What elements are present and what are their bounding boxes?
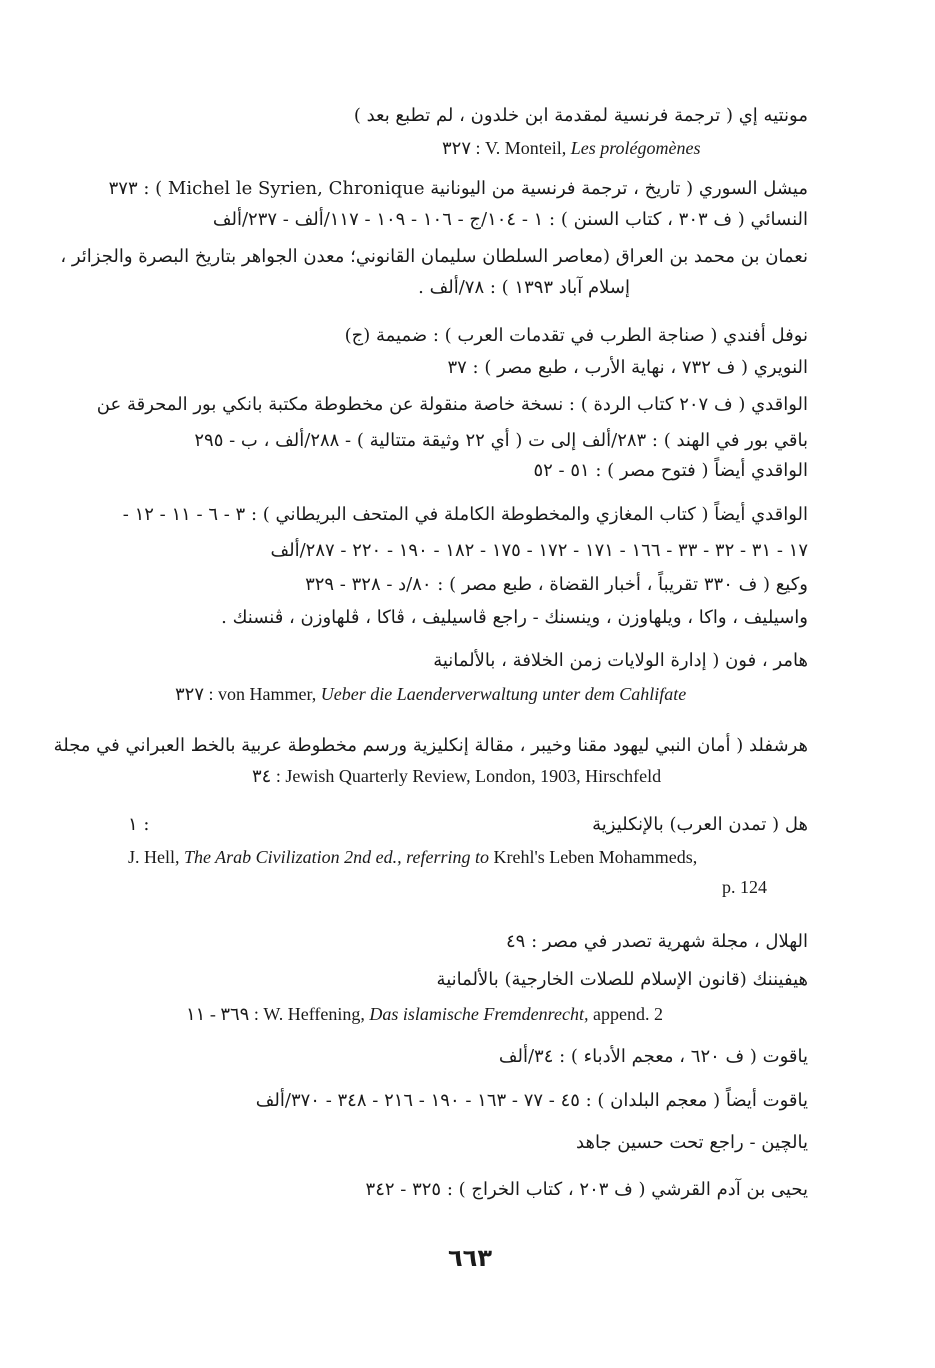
ref-page: ٣٤ : — [252, 766, 286, 786]
entry-nuwayri: النويري ( ف ٧٣٢ ، نهاية الأرب ، طبع مصر ) : ٣٧ — [447, 357, 808, 378]
entry-waki: وكيع ( ف ٣٣٠ تقريباً ، أخبار القضاة ، طبع مصر ) : ٨٠/د - ٣٢٨ - ٣٢٩ — [305, 574, 808, 595]
entry-yaqut-2: ياقوت أيضاً ( معجم البلدان ) : ٤٥ - ٧٧ - ١٦٣ - ١٩٠ - ٢١٦ - ٣٤٨ - ٣٧٠/ألف — [255, 1090, 808, 1111]
entry-monteil-ref — [442, 135, 701, 161]
ref-author: W. Heffening, — [263, 1004, 370, 1024]
entry-hirschfeld: هرشفلد ( أمان النبي ليهود مقنا وخيبر ، مقالة إنكليزية ورسم مخطوطة عربية بالخط العبراني في مجلة — [53, 735, 808, 756]
entry-numan: نعمان بن محمد بن العراق (معاصر السلطان سليمان القانوني؛ معدن الجواهر بتاريخ البصرة والجزائر ، — [60, 246, 808, 267]
entry-hirschfeld-ref — [252, 763, 661, 789]
entry-hammer-ref — [175, 681, 686, 707]
ref-title: Das islamische Fremdenrecht, — [369, 1004, 589, 1024]
entry-yahya: يحيى بن آدم القرشي ( ف ٢٠٣ ، كتاب الخراج ) : ٣٢٥ - ٣٤٢ — [365, 1179, 808, 1200]
entry-hammer: هامر ، فون ( إدارة الولايات زمن الخلافة ، بالألمانية — [433, 650, 808, 671]
entry-hilal: الهلال ، مجلة شهرية تصدر في مصر : ٤٩ — [506, 931, 808, 952]
entry-hell-ref — [128, 844, 697, 870]
ref-page: ٣٦٩ - ١١ : — [186, 1004, 264, 1024]
ref-title: The Arab Civilization 2nd ed., referring to — [184, 847, 489, 867]
page-number: ٦٦٣ — [448, 1244, 492, 1272]
ref-journal: Jewish Quarterly Review, London, 1903, Hirschfeld — [285, 766, 662, 786]
entry-waqidi-2: الواقدي أيضاً ( فتوح مصر ) : ٥١ - ٥٢ — [533, 460, 808, 481]
ref-after: append. 2 — [588, 1004, 663, 1024]
entry-waqidi-1-cont: باقي بور في الهند ) : ٢٨٣/ألف إلى ت ( أي ٢٢ وثيقة متتالية ) - ٢٨٨/ألف ، ب - ٢٩٥ — [194, 430, 808, 451]
ref-title: Ueber die Laenderverwaltung unter dem Cahlifate — [320, 684, 687, 704]
entry-michel: ميشل السوري ( تاريخ ، ترجمة فرنسية من اليونانية Michel le Syrien, Chronique ) : ٣٧٣ — [108, 178, 808, 199]
entry-heffening: هيفيننك (قانون الإسلام للصلات الخارجية) بالألمانية — [436, 969, 808, 990]
ref-page: ٣٢٧ : — [442, 138, 486, 158]
entry-monteil: مونتيه إي ( ترجمة فرنسية لمقدمة ابن خلدون ، لم تطبع بعد ) — [353, 105, 808, 126]
entry-heffening-ref — [186, 1001, 663, 1027]
entry-numan-cont: إسلام آباد ١٣٩٣ ) : ٧٨/ألف . — [418, 277, 630, 298]
ref-page: ٣٢٧ : — [175, 684, 219, 704]
ref-author: von Hammer, — [218, 684, 321, 704]
ref-after: Krehl's Leben Mohammeds, — [489, 847, 698, 867]
entry-hell: هل ( تمدن العرب) بالإنكليزية — [592, 814, 808, 835]
entry-hell-pages: p. 124 — [722, 877, 767, 897]
ref-author: V. Monteil, — [485, 138, 571, 158]
ref-author: J. Hell, — [128, 847, 184, 867]
entry-waqidi-3-cont: ١٧ - ٣١ - ٣٢ - ٣٣ - ١٦٦ - ١٧١ - ١٧٢ - ١٧٥ - ١٨٢ - ١٩٠ - ٢٢٠ - ٢٨٧/ألف — [270, 540, 808, 561]
entry-nasai: النسائي ( ف ٣٠٣ ، كتاب السنن ) : ١ - ١٠٤/ج - ١٠٦ - ١٠٩ - ١١٧/ألف - ٢٣٧/ألف — [212, 209, 808, 230]
entry-waqidi-1: الواقدي ( ف ٢٠٧ كتاب الردة ) : نسخة خاصة منقولة عن مخطوطة مكتبة بانكي بور المحرقة عن — [96, 394, 808, 415]
entry-yaqut-1: ياقوت ( ف ٦٢٠ ، معجم الأدباء ) : ٣٤/ألف — [498, 1046, 808, 1067]
entry-waqidi-3: الواقدي أيضاً ( كتاب المغازي والمخطوطة الكاملة في المتحف البريطاني ) : ٣ - ٦ - ١١ - ١٢ - — [122, 504, 808, 525]
entry-wasilief: واسيليف ، واكا ، ويلهاوزن ، وينسنك - راجع ڤاسيليف ، ڤاكا ، ڤلهاوزن ، ڤنسنك . — [221, 607, 808, 628]
entry-nawfal: نوفل أفندي ( صناجة الطرب في تقدمات العرب ) : ضميمة (ج) — [344, 325, 808, 346]
entry-yalcin: يالچين - راجع تحت حسين جاهد — [576, 1132, 808, 1153]
entry-hell-page: ١ : — [128, 814, 150, 835]
ref-title: Les prolégomènes — [570, 138, 701, 158]
